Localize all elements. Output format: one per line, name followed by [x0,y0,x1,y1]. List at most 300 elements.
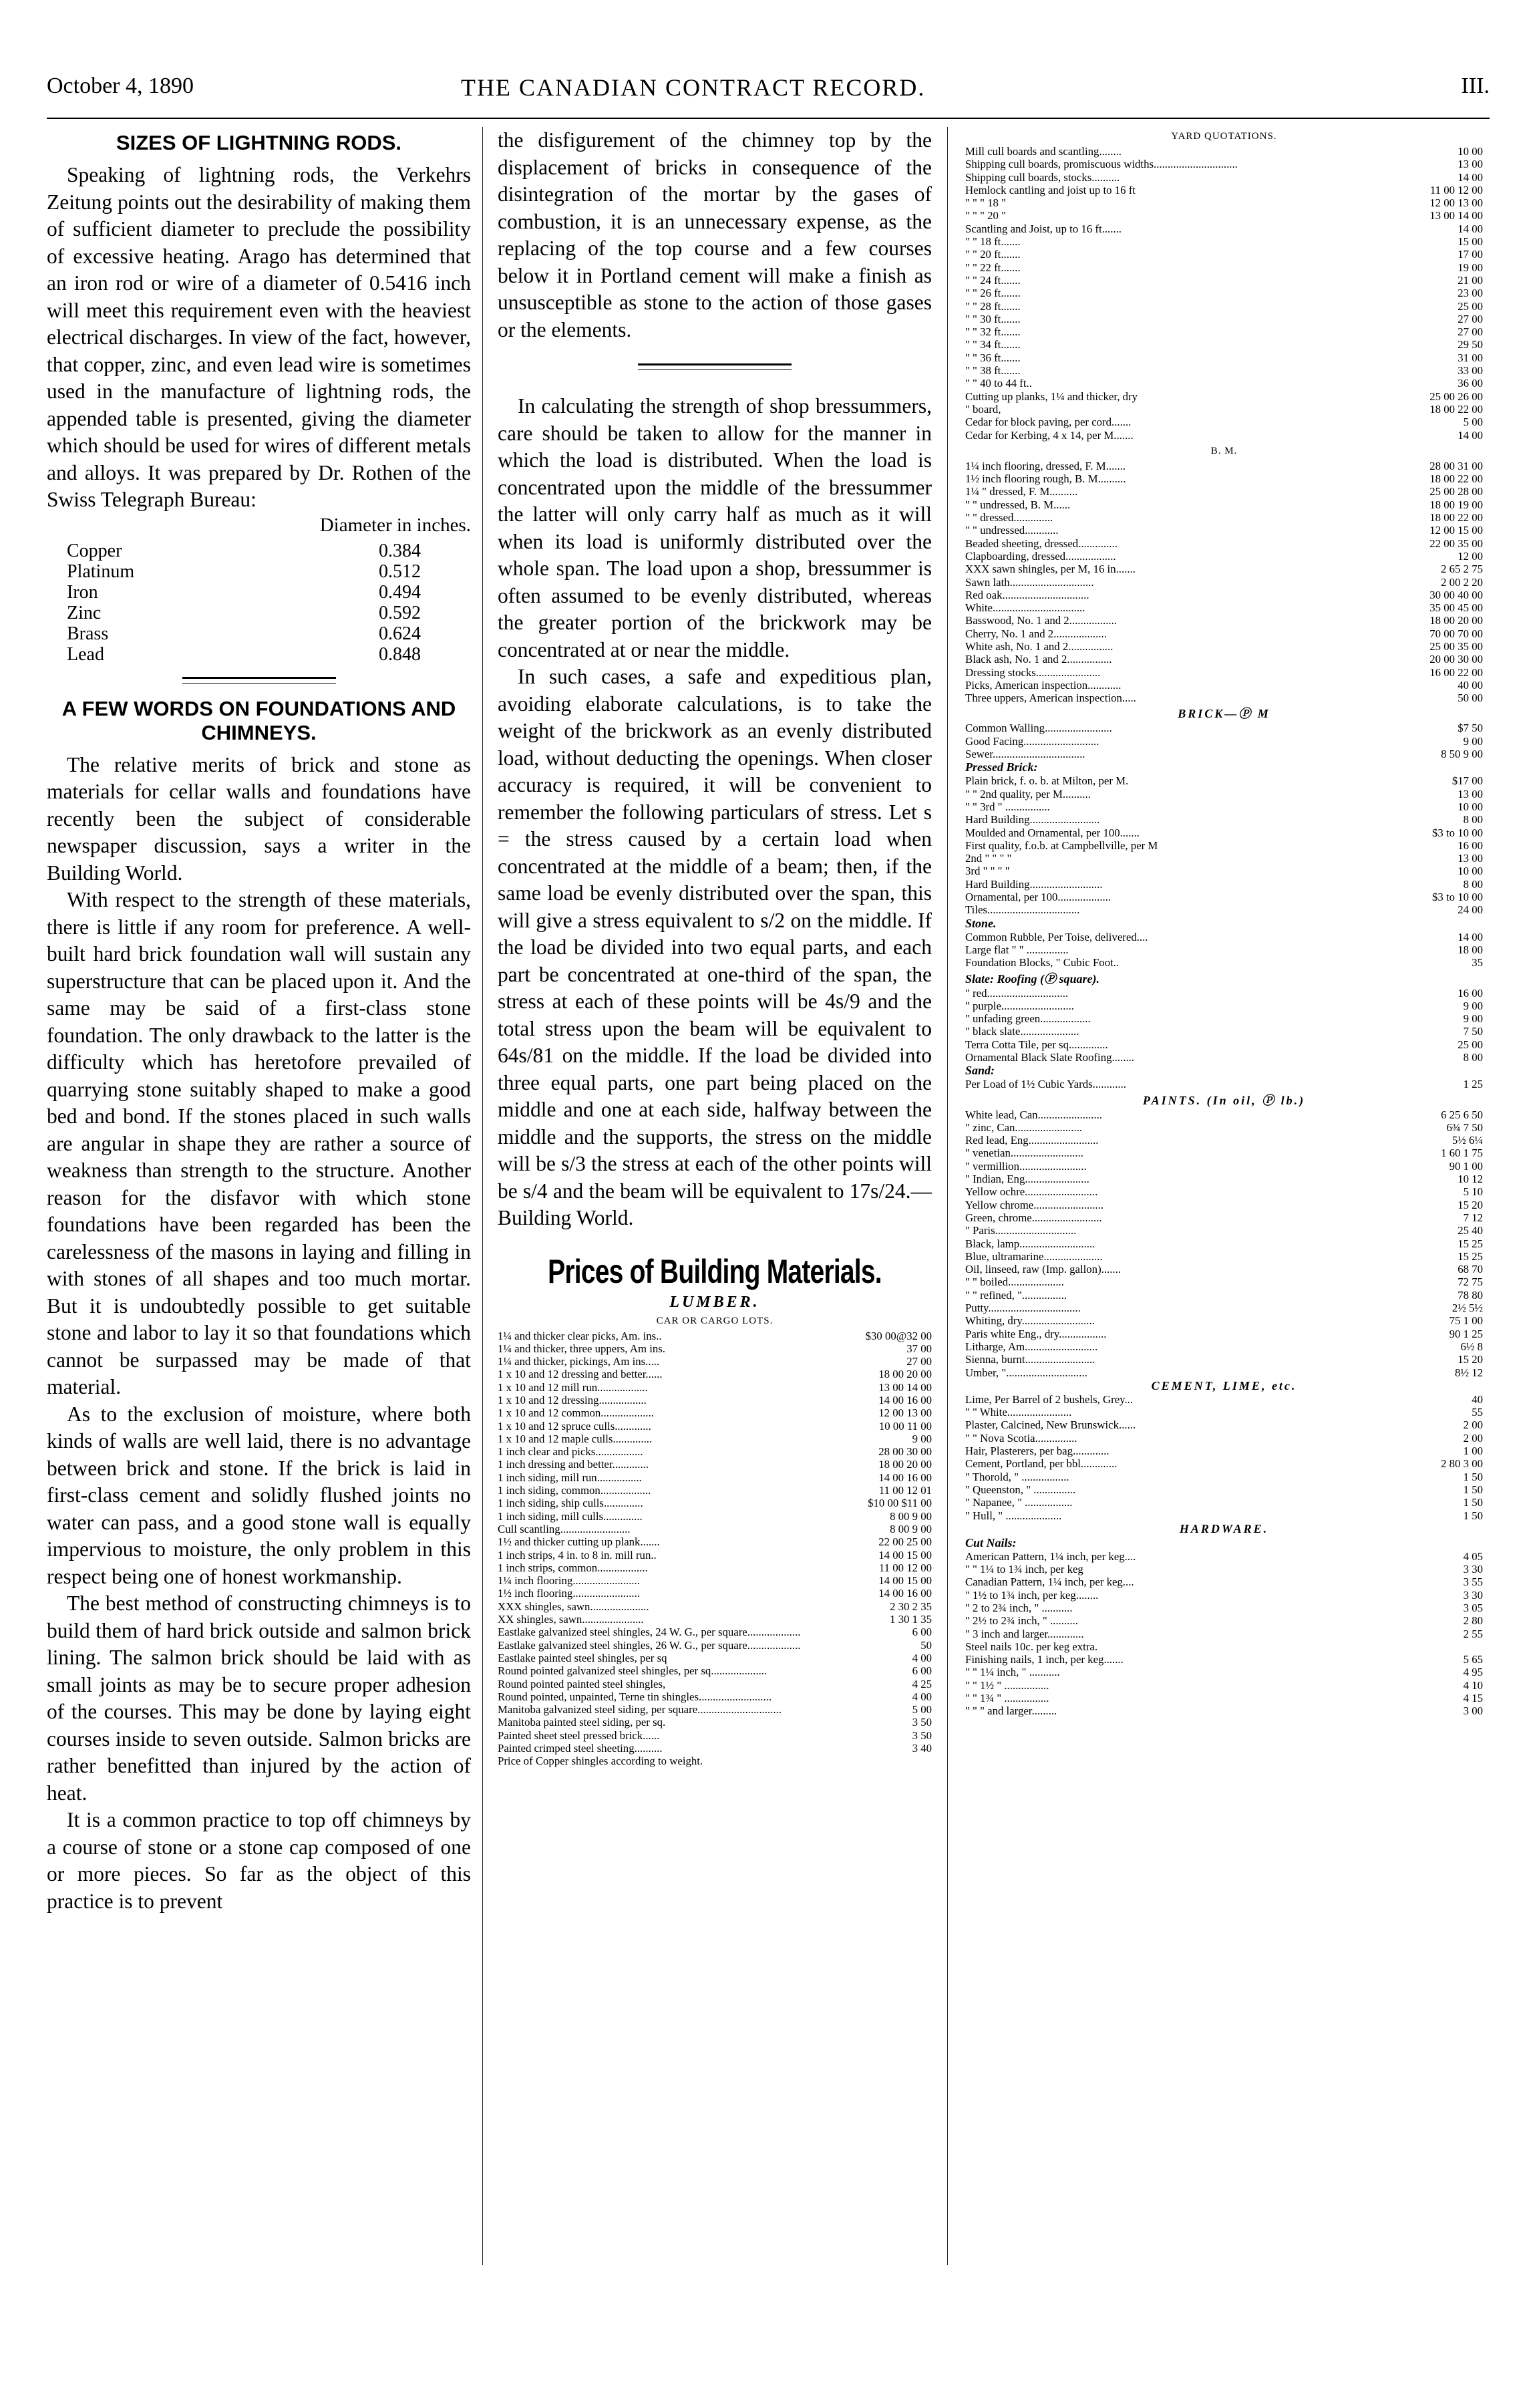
price-row [498,1561,932,1574]
item-price: 28 00 31 00 [1429,459,1483,472]
item-label: " 2½ to 2¾ inch, " .......... [965,1614,1078,1628]
item-price: 18 00 20 00 [1429,614,1483,627]
item-label: Picks, American inspection............ [965,678,1122,692]
item-price: 30 00 40 00 [1429,588,1483,601]
item-price: 15 00 [1458,235,1483,249]
item-label: Manitoba painted steel siding, per sq. [498,1716,666,1729]
item-price: 8½ 12 [1455,1366,1483,1379]
item-label: Lime, Per Barrel of 2 bushels, Grey... [965,1392,1134,1406]
item-label: Red oak............................... [965,588,1089,601]
metal-table [67,541,471,665]
item-label: " " boiled.................... [965,1275,1064,1289]
nails-price-list [965,1550,1483,1718]
price-row [965,1653,1483,1666]
item-label: " venetian.......................... [965,1147,1083,1160]
item-price: 14 00 16 00 [878,1393,932,1406]
item-label: XXX sawn shingles, per M, 16 in....... [965,563,1136,576]
price-row [965,1078,1483,1090]
item-price: 25 00 26 00 [1429,390,1483,403]
metal-row [67,582,421,603]
item-label: Three uppers, American inspection..... [965,692,1136,705]
item-price: 27 00 [906,1355,932,1368]
item-label: Cement, Portland, per bbl............. [965,1457,1118,1471]
price-row [965,248,1483,261]
item-price: 8 00 [1463,1051,1483,1064]
price-row [965,1263,1483,1275]
item-label: Whiting, dry.......................... [965,1314,1095,1328]
item-price: 18 00 19 00 [1429,498,1483,511]
item-price: 13 00 [1458,158,1483,171]
foundations-paragraph: It is a common practice to top off chimneys by a course of stone or a stone cap composed of one or more pieces. So far as the object of this practice is to prevent [47,1808,471,1913]
item-label: 1 x 10 and 12 dressing................. [498,1393,647,1406]
header-rule [47,118,1490,119]
price-row [965,209,1483,222]
price-row [965,1471,1483,1483]
column-divider [947,127,948,2265]
item-label: 1 inch siding, mill run................ [498,1471,642,1484]
item-label: Manitoba galvanized steel siding, per square.............................. [498,1703,782,1716]
item-label: 1¼ and thicker, pickings, Am ins..... [498,1355,660,1368]
item-price: 31 00 [1458,351,1483,364]
item-label: 1¼ " dressed, F. M.......... [965,485,1078,498]
item-label: Hemlock cantling and joist up to 16 ft [965,183,1136,196]
price-row [498,1510,932,1523]
column-divider [482,127,483,2265]
price-row [965,865,1483,877]
item-price: 14 00 [1458,170,1483,184]
price-row [498,1484,932,1497]
item-price: 6 00 [912,1664,932,1678]
item-price: 90 1 00 [1449,1159,1483,1173]
price-row [965,261,1483,274]
item-price: 3 05 [1463,1601,1483,1614]
price-row [965,429,1483,442]
price-row [498,1342,932,1355]
item-label: Sawn lath.............................. [965,575,1094,589]
item-label: Red lead, Eng......................... [965,1134,1099,1147]
price-row [965,589,1483,601]
item-label: 1 inch strips, common.................. [498,1561,648,1574]
item-price: 2 80 [1463,1614,1483,1628]
item-label: " " 30 ft....... [965,312,1021,325]
item-label: " black slate..................... [965,1025,1079,1038]
price-row [498,1613,932,1626]
item-label: Large flat " " ............... [965,943,1069,956]
item-price: 15 20 [1458,1198,1483,1211]
item-label: Tiles................................. [965,903,1080,917]
item-price: 90 1 25 [1449,1327,1483,1340]
item-price: 28 00 30 00 [878,1445,932,1459]
item-label: " " undressed, B. M...... [965,498,1071,511]
price-row [965,735,1483,748]
item-price: 14 00 16 00 [878,1587,932,1600]
item-label: 1 inch siding, mill culls.............. [498,1509,643,1523]
item-label: Dressing stocks....................... [965,665,1101,679]
item-price: 18 00 22 00 [1429,402,1483,416]
price-row [965,1160,1483,1173]
price-row [965,511,1483,524]
item-label: Cull scantling......................... [498,1522,631,1535]
item-price: 6½ 8 [1460,1340,1483,1353]
item-label: " " 22 ft....... [965,261,1021,274]
item-label: " " 1¼ to 1¾ inch, per keg [965,1563,1083,1576]
price-row [965,1108,1483,1121]
page-header [47,73,1490,114]
item-price: 18 00 [1458,943,1483,956]
item-label: " " 34 ft....... [965,338,1021,351]
item-price: 22 00 35 00 [1429,537,1483,550]
item-label: Clapboarding, dressed.................. [965,549,1116,563]
item-label: " " Nova Scotia............... [965,1431,1077,1445]
item-price: 4 15 [1463,1692,1483,1705]
metal-row [67,603,421,623]
item-price: 25 00 [1458,299,1483,313]
item-price: 12 00 13 00 [1429,196,1483,210]
item-price: 8 00 [1463,877,1483,891]
item-price: 18 00 22 00 [1429,511,1483,524]
brick-heading: BRICK—Ⓟ M [1178,707,1270,721]
item-price: 10 00 [1458,800,1483,813]
item-label: " " 28 ft....... [965,299,1021,313]
price-row [965,891,1483,903]
item-label: Shipping cull boards, stocks.......... [965,170,1120,184]
item-price: 2 00 2 20 [1441,575,1483,589]
item-label: " vermillion........................ [965,1159,1087,1173]
item-price: 1 50 [1463,1470,1483,1483]
item-price: 36 00 [1458,377,1483,390]
item-label: XX shingles, sawn...................... [498,1613,644,1626]
stone-price-list [965,931,1483,969]
item-label: Round pointed galvanized steel shingles, per sq.................... [498,1664,767,1678]
item-price: 8 50 9 00 [1441,748,1483,761]
price-row [965,403,1483,416]
price-row [498,1742,932,1755]
price-row [965,1185,1483,1198]
item-price: 78 80 [1458,1288,1483,1302]
item-label: " " 32 ft....... [965,325,1021,339]
metal-diameter: 0.848 [379,643,421,665]
item-price: 1 50 [1463,1496,1483,1509]
bm-heading: B. M. [1210,445,1238,456]
price-row [965,1314,1483,1327]
price-row [965,852,1483,865]
item-label: " 1½ to 1¾ inch, per keg........ [965,1588,1099,1602]
price-row [965,1496,1483,1509]
item-price: 10 00 [1458,865,1483,878]
price-row [498,1703,932,1716]
item-label: " " " 18 " [965,196,1006,210]
price-row [965,1366,1483,1379]
item-label: White lead, Can....................... [965,1108,1103,1121]
price-row [498,1330,932,1342]
price-row [498,1639,932,1652]
price-row [965,1211,1483,1224]
item-label: Plain brick, f. o. b. at Milton, per M. [965,774,1129,788]
item-price: 3 50 [912,1716,932,1729]
item-price: 25 40 [1458,1224,1483,1237]
yard-price-list [965,145,1483,442]
cement-price-list [965,1393,1483,1522]
price-row [498,1406,932,1419]
price-row [965,1692,1483,1704]
price-row [498,1549,932,1561]
price-row [965,956,1483,969]
item-price: 6 25 6 50 [1441,1108,1483,1121]
item-price: 25 00 [1458,1038,1483,1051]
item-label: Sienna, burnt......................... [965,1353,1095,1366]
item-label: Black ash, No. 1 and 2................ [965,653,1112,666]
price-row [965,800,1483,813]
item-label: " purple.......................... [965,999,1074,1012]
item-price: 22 00 25 00 [878,1535,932,1549]
item-label: " " " 20 " [965,209,1006,222]
paints-price-list [965,1108,1483,1379]
price-row [965,1602,1483,1614]
item-price: $7 50 [1458,722,1483,735]
metal-diameter: 0.624 [379,623,421,644]
metal-name: Lead [67,643,104,665]
item-label: " Queenston, " ............... [965,1483,1076,1496]
item-price: 18 00 22 00 [1429,472,1483,486]
price-row [498,1755,932,1767]
item-price: 14 00 16 00 [878,1471,932,1484]
price-row [965,1406,1483,1418]
item-price: 55 [1472,1406,1483,1419]
price-row [965,1328,1483,1340]
price-row [965,1051,1483,1064]
item-price: 4 95 [1463,1666,1483,1679]
price-row [965,1340,1483,1353]
price-row [965,1393,1483,1406]
item-price: 33 00 [1458,364,1483,378]
metal-row [67,561,421,582]
metal-row [67,644,421,665]
item-price: 9 00 [1463,734,1483,748]
item-price: 10 12 [1458,1173,1483,1186]
price-row [498,1394,932,1406]
item-label: Cutting up planks, 1¼ and thicker, dry [965,390,1138,403]
item-price: 18 00 20 00 [878,1368,932,1381]
item-label: Eastlake painted steel shingles, per sq [498,1651,667,1664]
item-label: Eastlake galvanized steel shingles, 26 W. G., per square................... [498,1638,801,1652]
item-price: 2 55 [1463,1627,1483,1640]
foundations-paragraph: With respect to the strength of these materials, there is little if any room for preference. A well-built hard brick foundation wall will sustain any superstructure that can be placed upon it. And the same may be said of a first-class stone foundation. The only drawback to the latter is the difficulty which has heretofore prevailed of quarrying stone suitably shaped to make a good bed and bond. If the stones placed in such walls are angular in shape they are rather a source of weakness than strength to the structure. Another reason for the disfavor with which stone foundations have been regarded has been the carelessness of the masons in laying and filling in with stones of all shapes and too much mortar. But it is undoubtedly possible to get suitable stone and labor to lay it so that foundations which cannot be surpassed may be made of that material. [47,888,471,1398]
price-row [965,390,1483,403]
stone-heading: Stone. [965,916,997,930]
price-row [965,1275,1483,1288]
item-label: Common Rubble, Per Toise, delivered.... [965,930,1148,943]
item-price: 14 00 [1458,222,1483,235]
price-row [965,313,1483,325]
item-price: 1 60 1 75 [1441,1147,1483,1160]
price-row [965,614,1483,627]
item-price: 7 12 [1463,1211,1483,1224]
price-row [965,1224,1483,1237]
item-label: " " 1¼ inch, " ........... [965,1666,1060,1679]
item-label: " " undressed............ [965,524,1059,537]
item-label: Round pointed painted steel shingles, [498,1677,666,1690]
price-row [965,1483,1483,1496]
item-label: Yellow chrome......................... [965,1198,1104,1211]
item-price: 4 05 [1463,1549,1483,1563]
price-row [965,158,1483,170]
price-row [965,788,1483,800]
item-label: Ornamental Black Slate Roofing........ [965,1051,1135,1064]
item-price: 18 00 20 00 [878,1458,932,1471]
price-row [965,1000,1483,1012]
item-label: 3rd " " " " [965,865,1010,878]
price-row [965,537,1483,550]
item-price: 3 00 [1463,1704,1483,1718]
item-price: 2 65 2 75 [1441,563,1483,576]
item-label: Umber, "............................. [965,1366,1087,1379]
price-row [965,1666,1483,1678]
price-row [498,1600,932,1613]
price-row [965,325,1483,338]
item-label: 1 x 10 and 12 common................... [498,1406,654,1420]
metal-row [67,541,421,561]
item-label: Moulded and Ornamental, per 100....... [965,826,1140,839]
item-label: " 2 to 2¾ inch, " ........... [965,1601,1073,1614]
column-2 [498,127,932,1768]
price-row [498,1471,932,1484]
item-label: Blue, ultramarine..................... [965,1249,1103,1263]
item-price: 13 00 14 00 [878,1380,932,1394]
price-row [965,550,1483,563]
price-row [498,1678,932,1690]
price-row [965,987,1483,1000]
item-price: 9 00 [1463,1012,1483,1026]
price-row [965,338,1483,351]
price-row [498,1433,932,1445]
item-label: 1¼ and thicker, three uppers, Am ins. [498,1342,665,1355]
item-label: " " 20 ft....... [965,248,1021,261]
price-row [965,1445,1483,1457]
item-label: " " refined, "................ [965,1288,1067,1302]
issue-date: October 4, 1890 [47,73,194,98]
price-row [965,1589,1483,1602]
item-label: 1½ inch flooring........................ [498,1587,641,1600]
item-label: 1¼ inch flooring........................ [498,1574,641,1588]
price-row [965,171,1483,184]
price-row [965,485,1483,498]
item-price: 14 00 [1458,428,1483,442]
price-row [965,931,1483,943]
item-price: 3 30 [1463,1563,1483,1576]
price-row [965,1012,1483,1025]
item-price: 7 50 [1463,1025,1483,1038]
sand-price-list [965,1078,1483,1090]
metal-diameter: 0.494 [379,581,421,603]
price-row [965,1418,1483,1431]
price-row [498,1535,932,1548]
price-row [965,601,1483,614]
sand-heading: Sand: [965,1064,995,1078]
foundations-continued: the disfigurement of the chimney top by the displacement of bricks in consequence of the disintegration of the mortar by the gases of combustion, it is an unnecessary expense, as the replacing of the top course and a few courses below it in Portland cement will make a finish as unsusceptible as stone to the action of those gases or the elements. [498,128,932,341]
item-price: 50 00 [1458,692,1483,705]
item-label: Beaded sheeting, dressed.............. [965,537,1118,550]
item-label: Per Load of 1½ Cubic Yards............ [965,1078,1126,1091]
price-row [498,1664,932,1677]
publication-title: THE CANADIAN CONTRACT RECORD. [461,74,926,101]
price-row [965,364,1483,377]
item-label: Finishing nails, 1 inch, per keg....... [965,1653,1124,1666]
cement-heading: CEMENT, LIME, etc. [1151,1378,1297,1392]
price-row [498,1574,932,1587]
item-price: 6 00 [912,1626,932,1639]
section-rule [182,677,336,684]
price-row [965,274,1483,287]
item-label: " " 1¾ " ................ [965,1692,1049,1705]
item-label: Cherry, No. 1 and 2................... [965,627,1107,640]
price-row [498,1355,932,1368]
item-price: 12 00 [1458,549,1483,563]
item-price: 10 00 [1458,145,1483,158]
price-row [498,1690,932,1703]
price-row [965,1199,1483,1211]
item-label: Common Walling........................ [965,722,1112,735]
item-label: " zinc, Can........................ [965,1120,1083,1134]
item-label: Basswood, No. 1 and 2................. [965,614,1118,627]
item-price: 6¾ 7 50 [1446,1120,1483,1134]
metal-row [67,623,421,644]
item-label: 1½ and thicker cutting up plank....... [498,1535,660,1549]
item-price: 13 00 14 00 [1429,209,1483,222]
item-price: 2 30 2 35 [890,1600,932,1613]
item-label: " " White....................... [965,1406,1072,1419]
price-row [965,1302,1483,1314]
metal-diameter: 0.592 [379,602,421,623]
price-row [965,1121,1483,1134]
item-price: 12 00 15 00 [1429,524,1483,537]
paints-heading: PAINTS. (In oil, Ⓟ lb.) [1142,1093,1306,1107]
diameter-heading: Diameter in inches. [319,514,471,536]
item-label: 1 inch dressing and better............. [498,1458,649,1471]
price-row [965,1432,1483,1445]
item-price: 40 [1472,1392,1483,1406]
item-price: 17 00 [1458,248,1483,261]
item-label: " " 24 ft....... [965,273,1021,287]
item-price: 75 1 00 [1449,1314,1483,1328]
price-row [965,563,1483,575]
item-price [1425,1640,1483,1653]
item-price: 10 00 11 00 [878,1419,932,1433]
price-row [965,826,1483,839]
item-price: 15 20 [1458,1353,1483,1366]
lumber-price-list [498,1330,932,1768]
price-row [965,1704,1483,1717]
item-label: Terra Cotta Tile, per sq.............. [965,1038,1108,1051]
metal-name: Copper [67,540,122,561]
price-row [965,813,1483,826]
item-label: Cedar for block paving, per cord....... [965,416,1132,429]
item-price: 4 00 [912,1651,932,1664]
pressed-brick-price-list [965,774,1483,916]
item-price: 5 65 [1463,1653,1483,1666]
prices-title: Prices of Building Materials. [548,1252,882,1290]
item-label: Steel nails 10c. per keg extra. [965,1640,1098,1653]
bressummer-paragraph: In calculating the strength of shop bressummers, care should be taken to allow for the manner in which the load is distributed. When the load is concentrated upon the middle of the bressummer the latter will only carry half as much as it will when its load is uniformly distributed over the whole span. The load upon a shop, bressummer is often assumed to be evenly distributed, whereas the greater portion of the brickwork may be concentrated at or near the middle. [498,394,932,661]
item-price: 72 75 [1458,1275,1483,1289]
price-row [965,1640,1483,1653]
item-label: Painted sheet steel pressed brick...... [498,1728,660,1742]
price-row [965,1509,1483,1522]
price-row [965,377,1483,390]
item-label: 1 x 10 and 12 mill run.................. [498,1380,648,1394]
item-price: 19 00 [1458,261,1483,274]
price-row [965,1025,1483,1038]
metal-name: Zinc [67,602,102,623]
